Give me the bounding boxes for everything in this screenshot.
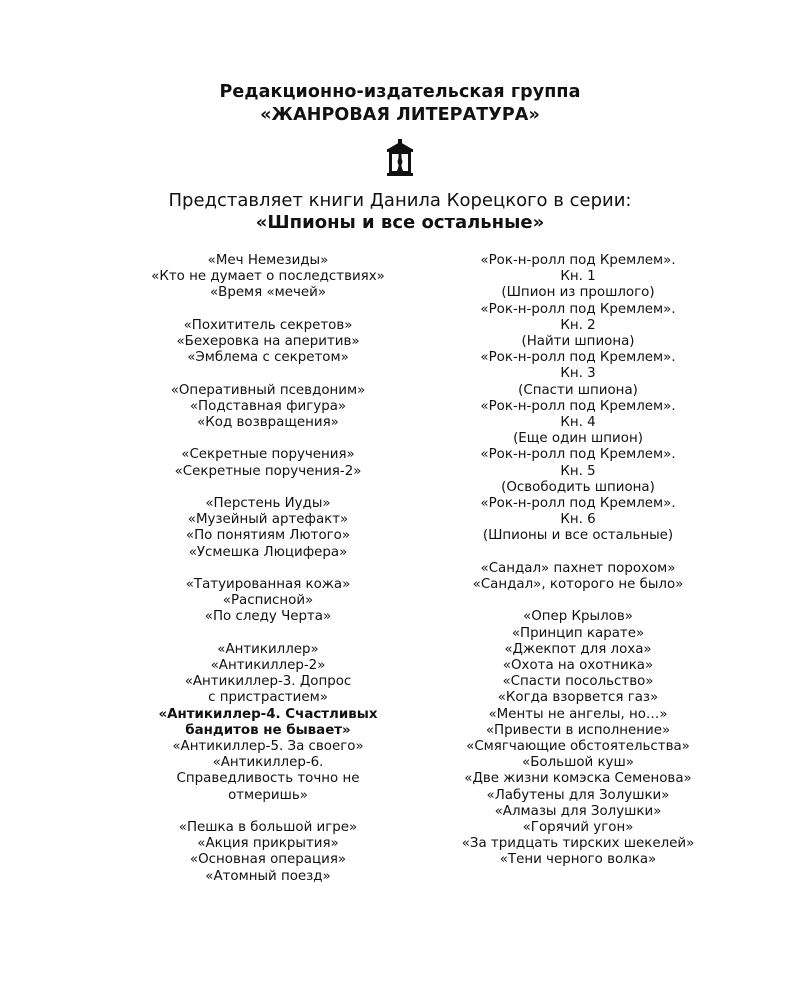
group-spacer: [130, 804, 406, 820]
book-title-line: «Тени черного волка»: [499, 852, 657, 868]
book-title-line: (Найти шпиона): [521, 334, 635, 350]
book-title-line: «Лабутены для Золушки»: [486, 787, 670, 803]
book-title-line: «Расписной»: [222, 593, 314, 609]
publisher-header: [0, 81, 800, 127]
book-title-line: «Эмблема с секретом»: [187, 350, 349, 366]
book-title-line: (Еще один шпион): [513, 431, 643, 447]
book-title-line: «Музейный артефакт»: [187, 512, 349, 528]
book-title-line: «Усмешка Люцифера»: [188, 544, 348, 560]
book-title-line: (Спасти шпиона): [518, 382, 638, 398]
book-title-line: «Основная операция»: [189, 852, 347, 868]
series-title: «Шпионы и все остальные»: [255, 212, 545, 233]
book-title-line: (Шпион из прошлого): [501, 285, 655, 301]
book-title-line: «Менты не ангелы, но…»: [488, 706, 668, 722]
book-title-line: «Бехеровка на аперитив»: [176, 334, 360, 349]
book-title-line: «Время «мечей»: [209, 285, 327, 301]
book-title-line: «Акция прикрытия»: [197, 836, 339, 852]
book-title-line: Кн. 1: [560, 269, 596, 285]
book-title-line: «Охота на охотника»: [502, 658, 654, 674]
book-title-line: «Опер Крылов»: [523, 609, 633, 625]
book-title-line: «Секретные поручения»: [181, 447, 355, 463]
series-intro-text: Представляет книги Данила Корецкого в серии:: [168, 190, 632, 211]
right-book-list: [432, 253, 724, 869]
book-title-line: Кн. 6: [560, 512, 596, 528]
left-book-list: [130, 253, 406, 885]
book-title-line: «Спасти посольство»: [502, 674, 654, 690]
lantern-icon: [380, 138, 420, 178]
book-title-line: «Антикиллер-4. Счастливых: [158, 706, 378, 722]
series-intro: [0, 190, 800, 234]
book-title-line: Справедливость точно не: [176, 771, 360, 787]
group-spacer: [130, 480, 406, 496]
group-spacer: [130, 366, 406, 382]
book-title-line: «Подставная фигура»: [189, 398, 347, 414]
book-title-line: бандитов не бывает»: [185, 722, 351, 738]
book-title-line: «Рок-н-ролл под Кремлем».: [480, 253, 676, 268]
book-title-line: (Шпионы и все остальные): [482, 528, 674, 544]
book-title-line: «По следу Черта»: [204, 609, 332, 625]
book-title-line: «Сандал» пахнет порохом»: [480, 560, 676, 576]
book-title-line: «Антикиллер-5. За своего»: [172, 739, 364, 754]
book-title-line: «Меч Немезиды»: [207, 253, 329, 268]
book-title-line: «Смягчающие обстоятельства»: [466, 739, 690, 755]
group-spacer: [432, 593, 724, 609]
group-spacer: [130, 431, 406, 447]
book-title-line: «Атомный поезд»: [205, 868, 331, 884]
group-spacer: [130, 561, 406, 577]
book-title-line: «Секретные поручения-2»: [174, 463, 362, 479]
book-title-line: «Антикиллер-2»: [210, 657, 326, 673]
group-spacer: [432, 545, 724, 561]
book-title-line: Кн. 5: [560, 463, 596, 479]
book-title-line: «За тридцать тирских шекелей»: [461, 836, 695, 852]
book-title-line: «Принцип карате»: [511, 625, 645, 641]
book-title-line: «Рок-н-ролл под Кремлем».: [480, 301, 676, 317]
book-title-line: с пристрастием»: [208, 690, 328, 706]
book-title-line: «Алмазы для Золушки»: [494, 803, 662, 819]
book-title-line: «Пешка в большой игре»: [178, 820, 358, 835]
book-title-line: «Рок-н-ролл под Кремлем».: [480, 447, 676, 463]
book-title-line: «Антикиллер»: [217, 641, 319, 657]
book-title-line: «Сандал», которого не было»: [472, 577, 684, 593]
book-title-line: «Рок-н-ролл под Кремлем».: [480, 350, 676, 366]
book-title-line: «Рок-н-ролл под Кремлем».: [480, 398, 676, 414]
book-title-line: «Антикиллер-6.: [212, 755, 324, 771]
book-title-line: «Код возвращения»: [197, 415, 339, 430]
book-title-line: Кн. 2: [560, 317, 596, 333]
book-title-line: «Кто не думает о последствиях»: [151, 269, 385, 285]
book-title-line: «По понятиям Лютого»: [185, 528, 351, 544]
group-spacer: [130, 302, 406, 318]
publisher-name: Редакционно-издательская группа: [219, 82, 581, 102]
book-title-line: «Две жизни комэска Семенова»: [464, 771, 692, 787]
publisher-imprint: «ЖАНРОВАЯ ЛИТЕРАТУРА»: [260, 105, 540, 125]
book-title-line: «Когда взорвется газ»: [497, 690, 659, 706]
book-title-line: «Горячий угон»: [522, 820, 634, 836]
book-title-line: Кн. 3: [560, 366, 596, 382]
book-title-line: «Антикиллер-3. Допрос: [184, 674, 352, 690]
book-title-line: отмеришь»: [228, 787, 308, 803]
book-title-line: «Рок-н-ролл под Кремлем».: [480, 496, 676, 512]
book-title-line: «Привести в исполнение»: [485, 722, 671, 738]
book-title-line: «Джекпот для лоха»: [504, 641, 652, 657]
book-title-line: Кн. 4: [560, 415, 596, 431]
group-spacer: [130, 626, 406, 642]
book-title-line: «Похититель секретов»: [183, 317, 353, 333]
book-title-line: «Перстень Иуды»: [205, 495, 331, 511]
book-title-line: «Татуированная кожа»: [185, 576, 351, 592]
book-title-line: «Большой куш»: [522, 755, 634, 771]
book-title-line: «Оперативный псевдоним»: [170, 382, 366, 398]
book-title-line: (Освободить шпиона): [501, 479, 655, 495]
